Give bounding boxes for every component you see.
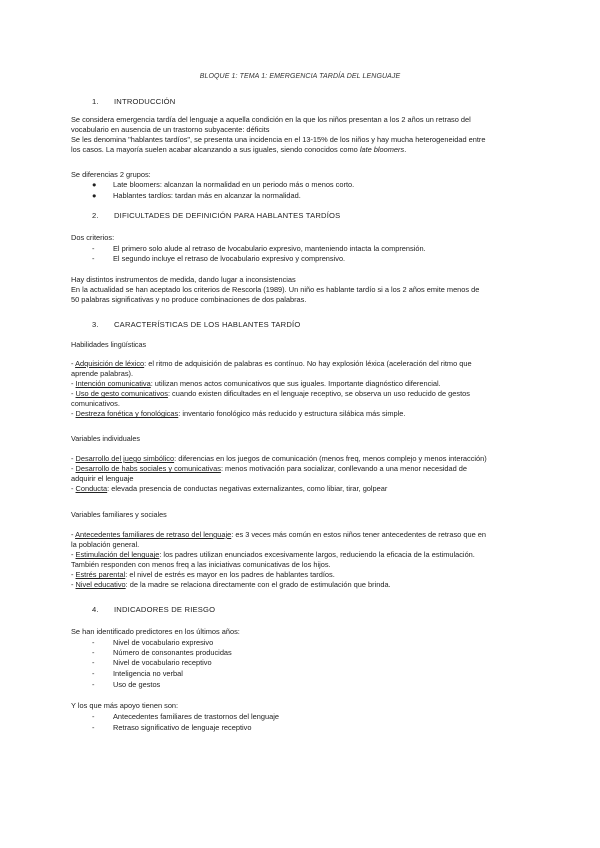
paragraph — [71, 275, 526, 305]
list-item-text: Número de consonantes producidas — [113, 648, 232, 657]
list-item-text: El segundo incluye el retraso de lvocabulario expresivo y comprensivo. — [113, 254, 346, 263]
dash-icon: - — [92, 244, 95, 253]
term-label: Adquisición de léxico — [75, 359, 145, 368]
term-label: Estimulación del lenguaje — [75, 550, 160, 560]
section-number: 4. — [92, 605, 99, 614]
text-line: aprende palabras). — [71, 369, 134, 379]
term-text: : elevada presencia de conductas negativas externalizantes, como libiar, tirar, golpear — [107, 484, 388, 494]
term-label: Conducta — [75, 484, 108, 494]
text-span: los casos. La mayoría suelen acabar alcanzando a sus iguales, siendo conocidos como — [71, 145, 360, 155]
term-label: Destreza fonética y fonológicas — [75, 409, 179, 419]
term-text: : de la madre se relaciona directamente con el grado de estimulación que brinda. — [125, 580, 391, 590]
text-line: vocabulario en ausencia de un trastorno subyacente: déficits — [71, 125, 270, 135]
text-line: la población general. — [71, 540, 140, 550]
term-text: : el nivel de estrés es mayor en los padres de hablantes tardíos. — [125, 570, 335, 580]
text-line: - Estrés parental: el nivel de estrés es mayor en los padres de hablantes tardíos. — [71, 570, 335, 580]
term-label: Intención comunicativa — [75, 379, 151, 389]
dash-icon: - — [92, 712, 95, 721]
text-line: Se les denomina "hablantes tardíos", se presenta una incidencia en el 13-15% de los niños y hay mucha heterogeneidad entre — [71, 135, 486, 145]
text-line: - Uso de gesto comunicativos: cuando existen dificultades en el lenguaje receptivo, se observa un uso reducido de gestos — [71, 389, 470, 399]
term-label: Uso de gesto comunicativos — [75, 389, 168, 399]
paragraph: Se han identificado predictores en los últimos años: — [71, 627, 240, 636]
text-line: - Conducta: elevada presencia de conductas negativas externalizantes, como libiar, tirar, golpear — [71, 484, 388, 494]
section-number: 3. — [92, 320, 99, 329]
subheading: Habilidades lingüísticas — [71, 340, 147, 349]
text-line — [71, 145, 526, 155]
text-line: - Destreza fonética y fonológicas: inventario fonológico más reducido y estructura silábica más simple. — [71, 409, 406, 419]
text-line: - Desarrollo de habs sociales y comunicativas: menos motivación para socializar, conllevando a una menor necesidad de — [71, 464, 468, 474]
section-number: 2. — [92, 211, 99, 220]
list-item-text: Uso de gestos — [113, 680, 161, 689]
term-label: Desarrollo del juego simbólico — [75, 454, 175, 463]
paragraph: Se diferencias 2 grupos: — [71, 170, 151, 179]
text-line: - Nivel educativo: de la madre se relaciona directamente con el grado de estimulación que brinda. — [71, 580, 391, 590]
subheading: Variables individuales — [71, 434, 140, 443]
term-label: Antecedentes familiares de retraso del lenguaje — [75, 530, 232, 539]
dash-icon: - — [92, 658, 95, 667]
subheading: Variables familiares y sociales — [71, 510, 167, 519]
paragraph — [71, 115, 526, 155]
paragraph-block — [71, 359, 526, 420]
text-line: - Estimulación del lenguaje: los padres utilizan enunciados excesivamente largos, reduciendo la eficacia de la estimulación. — [71, 550, 475, 560]
paragraph: Dos criterios: — [71, 233, 115, 242]
term-label: Desarrollo de habs sociales y comunicativas — [75, 464, 221, 474]
dash-icon: - — [92, 669, 95, 678]
list-item-text: Nivel de vocabulario receptivo — [113, 658, 212, 667]
term-text: : los padres utilizan enunciados excesivamente largos, reduciendo la eficacia de la estimulación. — [159, 550, 475, 560]
text-span: . — [404, 145, 407, 155]
term-text: : el ritmo de adquisición de palabras es contínuo. No hay explosión léxica (aceleración del ritmo que — [144, 359, 472, 368]
term-text: : diferencias en los juegos de comunicación (menos freq, menos complejo y menos interacción) — [174, 454, 487, 463]
text-line: También responden con menos freq a las iniciativas comunicativas de los hijos. — [71, 560, 331, 570]
paragraph: Y los que más apoyo tienen son: — [71, 701, 179, 710]
dash-icon: - — [92, 254, 95, 263]
text-line: Se considera emergencia tardía del lenguaje a aquella condición en la que los niños presentan a los 2 años un retraso del — [71, 115, 471, 124]
list-item-text: Retraso significativo de lenguaje receptivo — [113, 723, 252, 732]
section-title: CARACTERÍSTICAS DE LOS HABLANTES TARDÍO — [114, 320, 301, 329]
text-line: - Antecedentes familiares de retraso del lenguaje: es 3 veces más común en estos niños tener antecedentes de retraso que en — [71, 530, 486, 539]
section-title: DIFICULTADES DE DEFINICIÓN PARA HABLANTES TARDÍOS — [114, 211, 341, 220]
text-line: En la actualidad se han aceptado los criterios de Rescorla (1989). Un niño es hablante tardío si a los 2 años emite menos de — [71, 285, 480, 295]
bullet-icon: ● — [92, 180, 97, 189]
list-item-text: Antecedentes familiares de trastornos del lenguaje — [113, 712, 279, 721]
section-number: 1. — [92, 97, 99, 106]
list-item-text: Inteligencia no verbal — [113, 669, 183, 678]
list-item-text: Nivel de vocabulario expresivo — [113, 638, 214, 647]
section-title: INDICADORES DE RIESGO — [114, 605, 216, 614]
term-text: : menos motivación para socializar, conllevando a una menor necesidad de — [220, 464, 468, 474]
term-label: Estrés parental — [75, 570, 126, 580]
dash-icon: - — [92, 723, 95, 732]
list-item-text: Hablantes tardíos: tardan más en alcanzar la normalidad. — [113, 191, 301, 200]
list-item-text: El primero solo alude al retraso de lvocabulario expresivo, manteniendo intacta la comprensión. — [113, 244, 426, 253]
text-line: Hay distintos instrumentos de medida, dando lugar a inconsistencias — [71, 275, 296, 284]
text-line: - Desarrollo del juego simbólico: diferencias en los juegos de comunicación (menos freq, menos complejo y menos interacción) — [71, 454, 487, 463]
term-label: Nivel educativo — [75, 580, 126, 590]
paragraph-block — [71, 530, 526, 591]
bullet-icon: ● — [92, 191, 97, 200]
italic-term: late bloomers — [359, 145, 405, 155]
term-text: : cuando existen dificultades en el lenguaje receptivo, se observa un uso reducido de gestos — [167, 389, 470, 399]
paragraph-block — [71, 454, 526, 494]
text-line: comunicativos. — [71, 399, 120, 409]
text-line: 50 palabras significativas y no produce combinaciones de dos palabras. — [71, 295, 307, 305]
term-text: : es 3 veces más común en estos niños tener antecedentes de retraso que en — [231, 530, 486, 539]
term-text: : utilizan menos actos comunicativos que sus iguales. Importante diagnóstico diferencial. — [150, 379, 441, 389]
dash-icon: - — [92, 638, 95, 647]
list-item-text: Late bloomers: alcanzan la normalidad en un periodo más o menos corto. — [113, 180, 355, 189]
text-line: - Adquisición de léxico: el ritmo de adquisición de palabras es contínuo. No hay explosión léxica (aceleración del ritmo que — [71, 359, 472, 368]
section-title: INTRODUCCIÓN — [114, 97, 176, 106]
text-line: - Intención comunicativa: utilizan menos actos comunicativos que sus iguales. Importante diagnóstico diferencial. — [71, 379, 441, 389]
dash-icon: - — [92, 680, 95, 689]
dash-icon: - — [92, 648, 95, 657]
page-header: BLOQUE 1: TEMA 1: EMERGENCIA TARDÍA DEL LENGUAJE — [199, 73, 401, 80]
text-line: adquirir el lenguaje — [71, 474, 134, 484]
term-text: : inventario fonológico más reducido y estructura silábica más simple. — [178, 409, 406, 419]
